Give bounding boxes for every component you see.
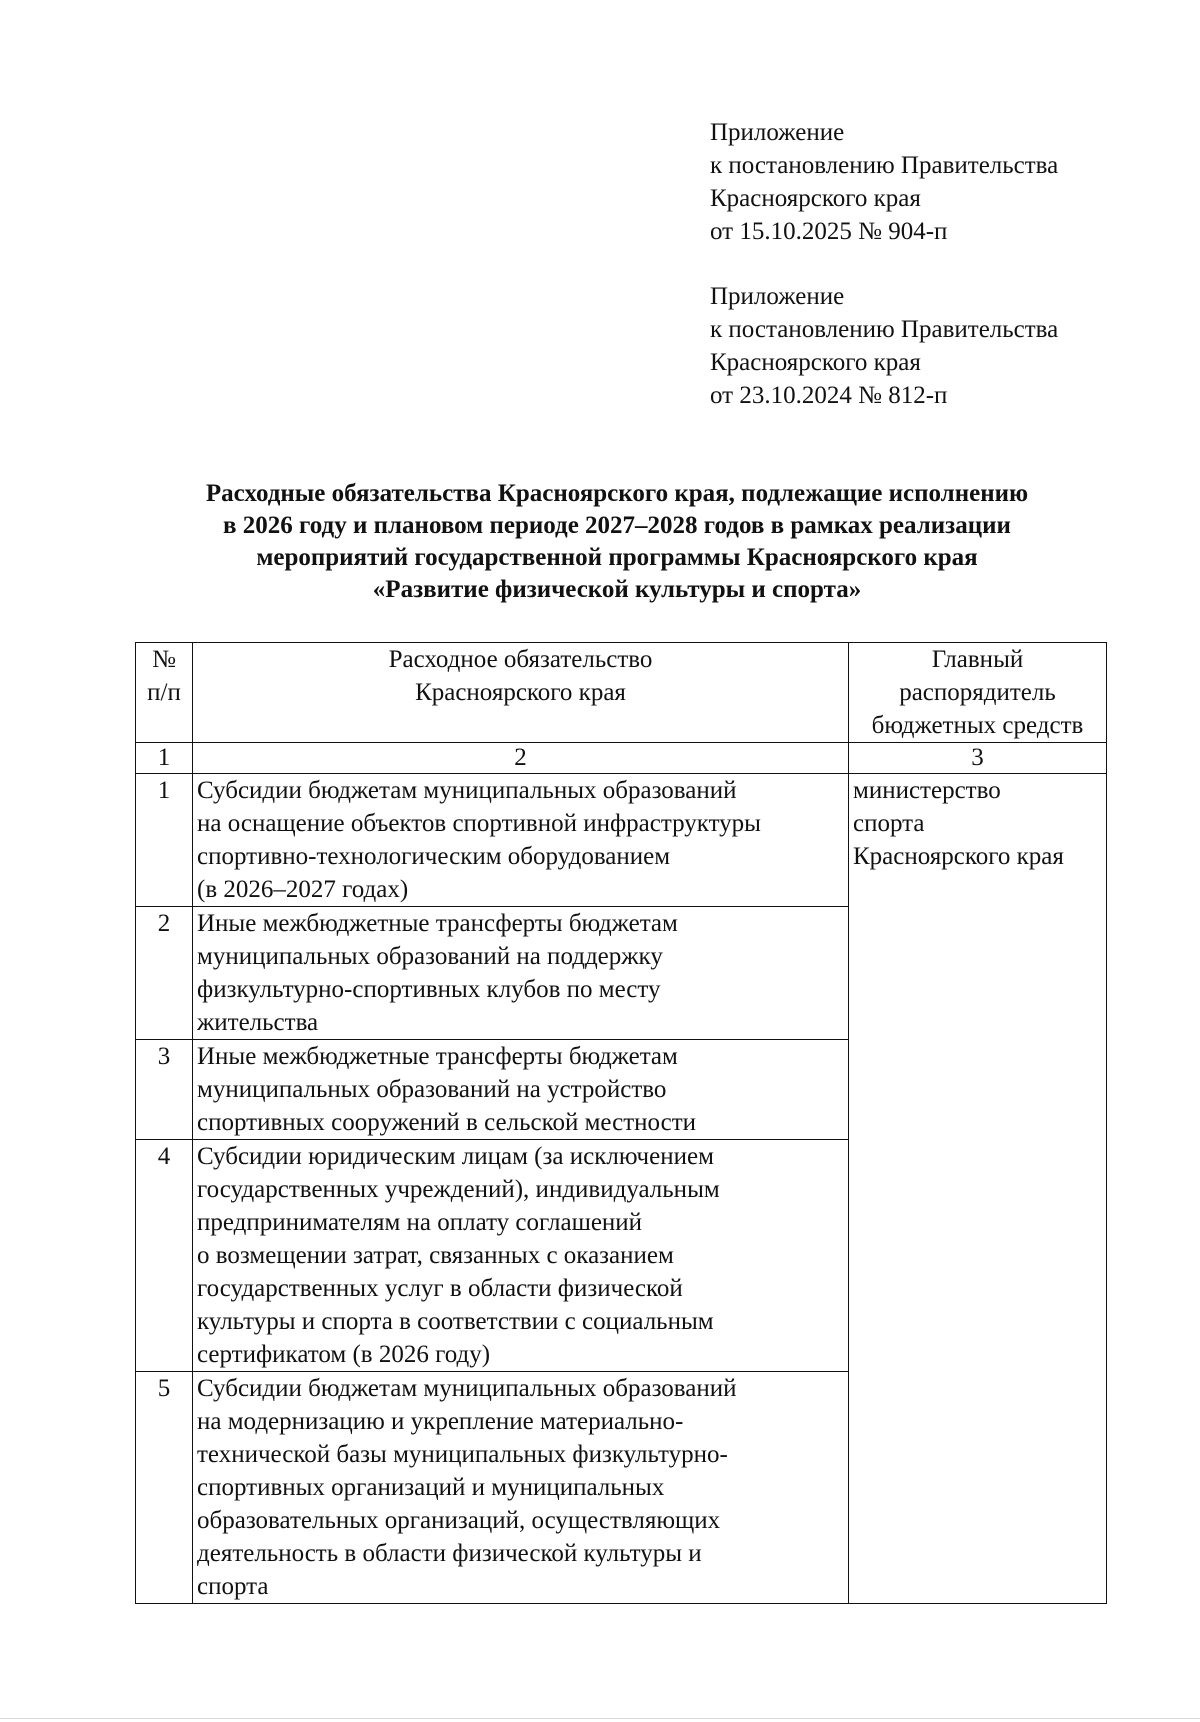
appendix-date-number: от 23.10.2024 № 812-п: [710, 382, 948, 409]
obligation-line: государственных учреждений), индивидуальным: [197, 1176, 720, 1203]
administrator-line: спорта: [853, 810, 925, 837]
obligation-line: муниципальных образований на поддержку: [197, 943, 663, 970]
column-index: 1: [136, 743, 193, 774]
page-edge: [0, 1718, 1200, 1719]
header-obligation: Расходное обязательство Красноярского края: [193, 643, 849, 743]
obligation-line: спорта: [197, 1573, 269, 1600]
table-header-row: [136, 643, 1107, 743]
appendix-date-number: от 15.10.2025 № 904-п: [710, 218, 948, 245]
row-number: 5: [136, 1372, 193, 1604]
obligation-line: на модернизацию и укрепление материально-: [197, 1408, 684, 1435]
table-row: [136, 774, 1107, 907]
obligation-text: [193, 1040, 849, 1140]
appendix-header-previous: [710, 280, 1170, 412]
header-number: № п/п: [136, 643, 193, 743]
title-line: Расходные обязательства Красноярского края, подлежащие исполнению: [205, 480, 1029, 507]
obligation-text: [193, 907, 849, 1040]
obligation-line: государственных услуг в области физической: [197, 1275, 683, 1302]
appendix-reference: к постановлению Правительства: [710, 316, 1059, 343]
appendix-reference: к постановлению Правительства: [710, 152, 1059, 179]
appendix-header-current: [710, 116, 1170, 248]
obligation-line: Субсидии бюджетам муниципальных образований: [197, 777, 737, 804]
column-index: 3: [849, 743, 1107, 774]
header-administrator: Главный распорядитель бюджетных средств: [849, 643, 1107, 743]
table-body: [136, 774, 1107, 1604]
obligation-line: физкультурно-спортивных клубов по месту: [197, 976, 661, 1003]
document-title: [130, 478, 1104, 606]
appendix-region: Красноярского края: [710, 349, 921, 376]
obligation-line: предпринимателям на оплату соглашений: [197, 1209, 643, 1236]
obligation-line: спортивных сооружений в сельской местности: [197, 1109, 697, 1136]
obligation-text: [193, 774, 849, 907]
obligation-line: спортивных организаций и муниципальных: [197, 1474, 665, 1501]
administrator-cell: [849, 774, 1107, 1604]
obligation-line: Субсидии бюджетам муниципальных образований: [197, 1375, 737, 1402]
row-number: 3: [136, 1040, 193, 1140]
obligation-line: жительства: [197, 1009, 319, 1036]
administrator-line: министерство: [853, 777, 1001, 804]
row-number: 1: [136, 774, 193, 907]
obligation-line: спортивно-технологическим оборудованием: [197, 843, 671, 870]
obligation-line: на оснащение объектов спортивной инфраструктуры: [197, 810, 761, 837]
title-line: мероприятий государственной программы Красноярского края: [256, 544, 978, 571]
title-line: «Развитие физической культуры и спорта»: [372, 576, 862, 603]
administrator-line: Красноярского края: [853, 843, 1064, 870]
obligation-line: культуры и спорта в соответствии с социальным: [197, 1308, 714, 1335]
obligation-line: о возмещении затрат, связанных с оказанием: [197, 1242, 674, 1269]
obligation-line: (в 2026–2027 годах): [197, 876, 409, 903]
appendix-region: Красноярского края: [710, 185, 921, 212]
title-line: в 2026 году и плановом периоде 2027–2028 годов в рамках реализации: [223, 512, 1011, 539]
column-index-row: [136, 743, 1107, 774]
appendix-label: Приложение: [710, 283, 845, 310]
obligation-text: [193, 1372, 849, 1604]
column-index: 2: [193, 743, 849, 774]
obligation-line: сертификатом (в 2026 году): [197, 1341, 491, 1368]
obligation-line: деятельность в области физической культуры и: [197, 1540, 702, 1567]
row-number: 4: [136, 1140, 193, 1372]
obligation-line: Иные межбюджетные трансферты бюджетам: [197, 910, 678, 937]
obligation-line: Иные межбюджетные трансферты бюджетам: [197, 1043, 678, 1070]
row-number: 2: [136, 907, 193, 1040]
obligations-table: [135, 642, 1107, 1604]
obligation-line: муниципальных образований на устройство: [197, 1076, 667, 1103]
obligation-text: [193, 1140, 849, 1372]
obligation-line: образовательных организаций, осуществляющих: [197, 1507, 721, 1534]
obligation-line: технической базы муниципальных физкультурно-: [197, 1441, 728, 1468]
obligation-line: Субсидии юридическим лицам (за исключением: [197, 1143, 714, 1170]
appendix-label: Приложение: [710, 119, 845, 146]
